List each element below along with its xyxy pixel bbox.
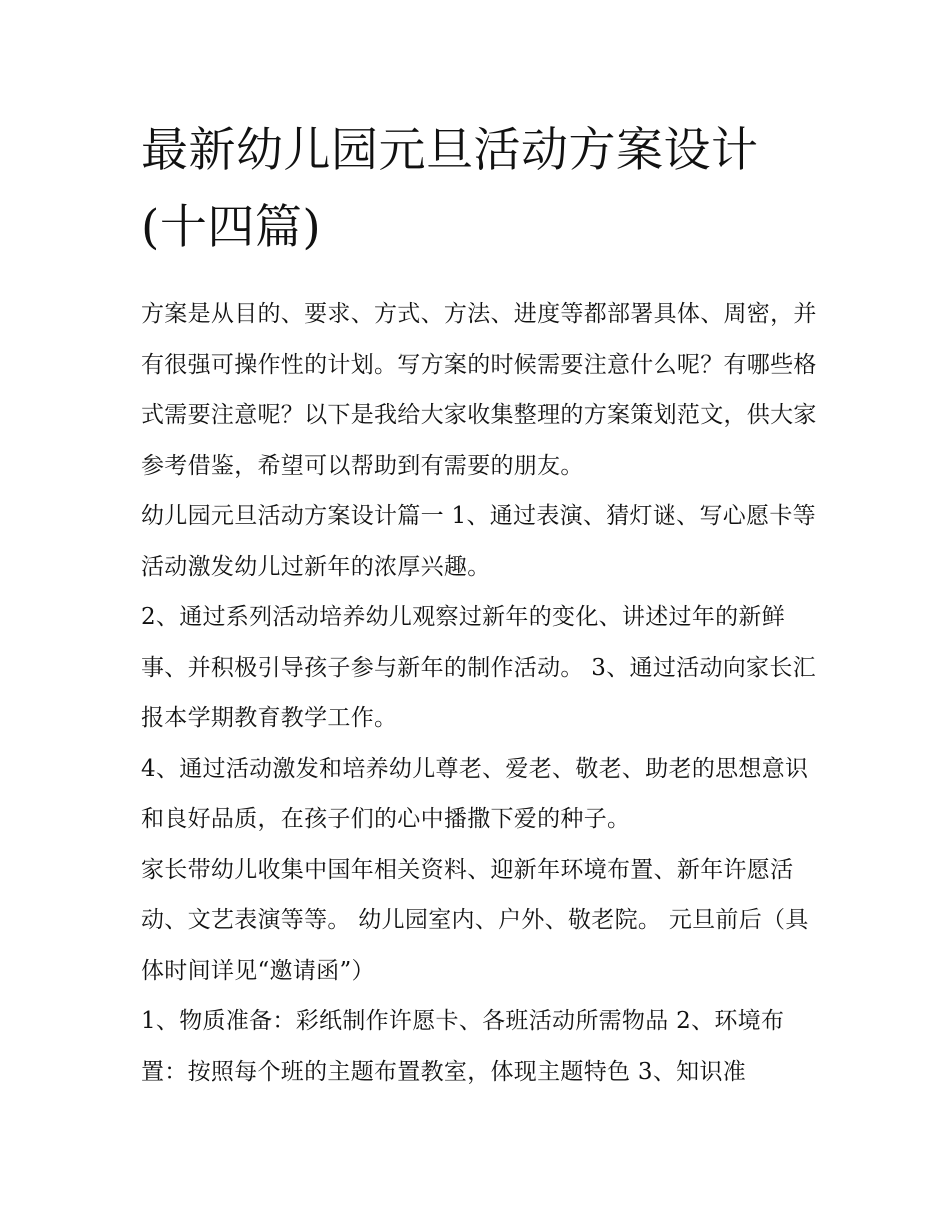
paragraph-content-place-time: 家长带幼儿收集中国年相关资料、迎新年环境布置、新年许愿活动、文艺表演等等。 幼儿园室内、户外、敬老院。 元旦前后（具体时间详见“邀请函”） bbox=[141, 856, 809, 984]
paragraph-goal-2-3: 2、通过系列活动培养幼儿观察过新年的变化、讲述过年的新鲜事、并积极引导孩子参与新年的制作活动。 3、通过活动向家长汇报本学期教育教学工作。 bbox=[141, 604, 816, 731]
document-body bbox=[141, 289, 821, 1097]
paragraph-goal-4: 4、通过活动激发和培养幼儿尊老、爱老、敬老、助老的思想意识和良好品质，在孩子们的心中播撒下爱的种子。 bbox=[141, 755, 809, 832]
paragraph-intro: 方案是从目的、要求、方式、方法、进度等都部署具体、周密，并有很强可操作性的计划。写方案的时候需要注意什么呢？有哪些格式需要注意呢？以下是我给大家收集整理的方案策划范文，供大家参考借鉴，希望可以帮助到有需要的朋友。 bbox=[141, 301, 817, 479]
document-title bbox=[141, 112, 821, 266]
title-line-2: (十四篇) bbox=[141, 200, 322, 255]
paragraph-goal-1: 幼儿园元旦活动方案设计篇一 1、通过表演、猜灯谜、写心愿卡等活动激发幼儿过新年的浓厚兴趣。 bbox=[141, 503, 816, 580]
document-page bbox=[141, 112, 821, 1097]
title-line-1: 最新幼儿园元旦活动方案设计 bbox=[141, 123, 759, 178]
paragraph-preparation: 1、物质准备：彩纸制作许愿卡、各班活动所需物品 2、环境布置：按照每个班的主题布置教室，体现主题特色 3、知识准 bbox=[141, 1008, 785, 1085]
